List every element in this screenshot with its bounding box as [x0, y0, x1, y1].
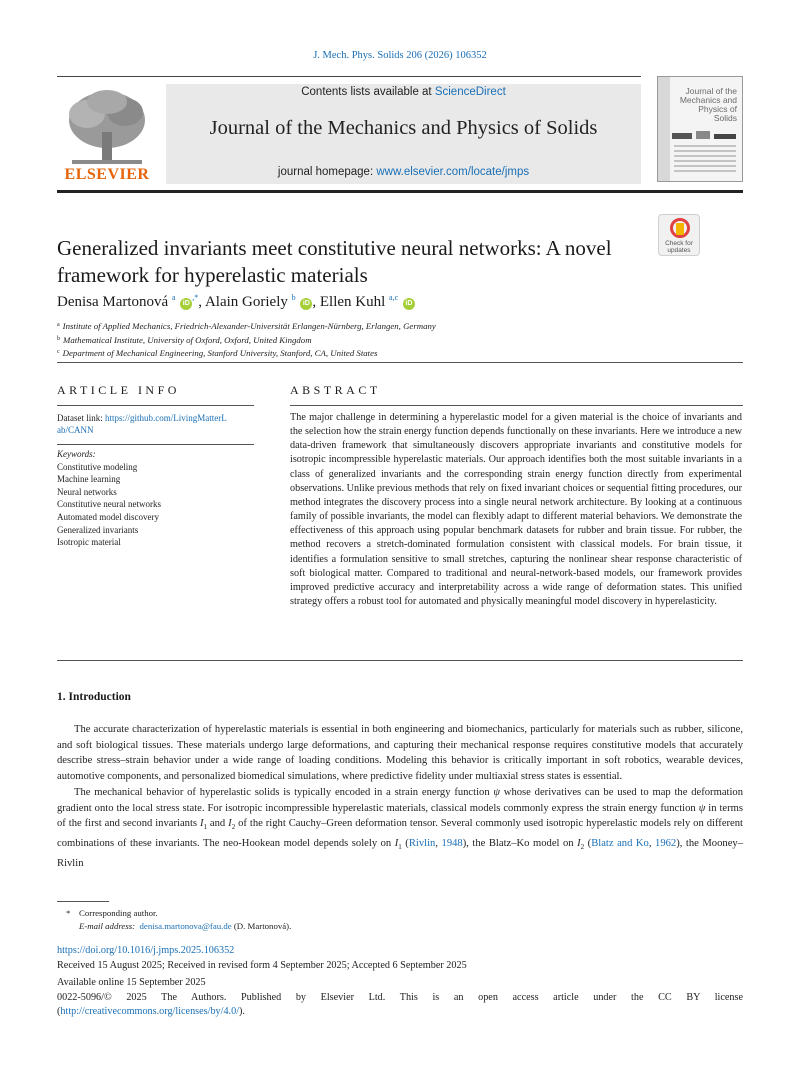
- author-separator: ,: [312, 294, 320, 310]
- keyword-item: Constitutive modeling: [57, 461, 138, 472]
- keyword-item: Constitutive neural networks: [57, 499, 161, 510]
- article-info-heading: ARTICLE INFO: [57, 383, 180, 397]
- affiliation-text: Department of Mechanical Engineering, Stanford University, Stanford, CA, United States: [62, 348, 378, 358]
- journal-cover-thumbnail[interactable]: [657, 76, 743, 182]
- affiliation-mark: b: [57, 335, 60, 342]
- email-link[interactable]: denisa.martonova@fau.de: [139, 921, 232, 931]
- citation-year-link[interactable]: 1948: [441, 838, 463, 850]
- license-link[interactable]: http://creativecommons.org/licenses/by/4.0/: [60, 1006, 240, 1017]
- header-rule: [57, 76, 641, 77]
- available-online: Available online 15 September 2025: [57, 977, 206, 988]
- doi-link[interactable]: https://doi.org/10.1016/j.jmps.2025.106352: [57, 945, 235, 956]
- sciencedirect-link[interactable]: ScienceDirect: [434, 86, 506, 98]
- orcid-icon[interactable]: iD: [300, 298, 312, 310]
- abstract-heading: ABSTRACT: [290, 383, 381, 397]
- journal-homepage-link[interactable]: www.elsevier.com/locate/jmps: [376, 166, 530, 178]
- cover-image: [672, 129, 738, 141]
- keyword-item: Neural networks: [57, 486, 117, 497]
- license-statement: 0022-5096/© 2025 The Authors. Published by Elsevier Ltd. This is an open access article under the CC BY license: [57, 991, 743, 1003]
- article-info-rule: [57, 444, 254, 445]
- journal-citation-link[interactable]: J. Mech. Phys. Solids 206 (2026) 106352: [313, 50, 487, 61]
- cover-text-lines: [674, 145, 736, 175]
- affiliation-mark: a: [57, 322, 60, 328]
- keyword-item: Automated model discovery: [57, 511, 159, 522]
- check-for-updates-badge[interactable]: [658, 214, 700, 256]
- paragraph: The mechanical behavior of hyperelastic solids is typically encoded in a strain energy function ψ whose derivatives can be used to map the deformation gradient onto the local stress state. For isotropic incompressible hyperelastic materials, classical models commonly express the strain energy function ψ in terms of the first and second invariants $I_1$ and $I_2$ of the right Cauchy–Green deformation tensor. Several commonly used isotropic hyperelastic models rely on different combinations of these invariants. The neo-Hookean model depends solely on $I_1$ (Rivlin, 1948), the Blatz–Ko model on $I_2$ (Blatz and Ko, 1962), the Mooney–Rivlin: [57, 786, 743, 869]
- email-owner: (D. Martonová).: [233, 921, 292, 931]
- author-affiliation-mark[interactable]: b: [291, 293, 296, 302]
- keywords-label: Keywords:: [57, 449, 96, 459]
- affiliations: [57, 319, 743, 360]
- abstract-rule: [290, 405, 743, 406]
- cover-spine: [658, 77, 670, 182]
- email-label: E-mail address:: [79, 921, 136, 931]
- orcid-icon[interactable]: iD: [403, 298, 415, 310]
- keyword-item: Machine learning: [57, 474, 121, 485]
- affiliation-text: Institute of Applied Mechanics, Friedrich-Alexander-Universität Erlangen-Nürnberg, Erlangen, Germany: [62, 321, 436, 331]
- crossmark-label: Check for updates: [665, 240, 693, 254]
- footnote-rule: [57, 901, 109, 902]
- affiliation-text: Mathematical Institute, University of Oxford, Oxford, United Kingdom: [63, 334, 312, 345]
- author-separator: ,: [198, 294, 205, 310]
- homepage-line: [166, 166, 641, 178]
- paragraph: The accurate characterization of hyperelastic materials is essential in both engineering and biomechanics, particularly for materials such as rubber, silicone, and soft biological tissues. These materials undergo large deformations, and capturing their mechanical response requires constitutive models that accurately describe stress–strain behavior under a wide range of loading conditions. Modeling this behavior is critically important in soft robotics, wearable devices, automotive components, and personalized biomedical simulations, where predictive fidelity under multiaxial stress states is essential.: [57, 724, 743, 783]
- publication-info: [57, 944, 743, 1020]
- contents-line: [166, 86, 641, 98]
- cover-title: Journal of the Mechanics and Physics of Solids: [679, 86, 737, 123]
- section-divider: [57, 660, 743, 661]
- section-divider: [57, 362, 743, 363]
- license-link-line: (http://creativecommons.org/licenses/by/4.0/).: [57, 1006, 245, 1017]
- dataset-label: Dataset link:: [57, 413, 105, 423]
- affiliation-item: [57, 346, 743, 360]
- journal-title: Journal of the Mechanics and Physics of Solids: [209, 117, 598, 139]
- abstract-text: The major challenge in determining a hyperelastic model for a given material is the choice of invariants and the selection how the strain energy function depends functionally on these invariants. Here we introduce a new data-driven framework that simultaneously discovers appropriate invariants and constitutive models for isotropic incompressible hyperelastic materials. Our approach identifies both the most suitable invariants in a class of generalized invariants and the corresponding strain energy function directly from experimental observations. Unlike previous methods that rely on fixed invariant choices or sequential fitting procedures, our method integrates the discovery process into a single neural network architecture. By looking at a continuous family of possible invariants, the model can flexibly adapt to different material behaviors. We demonstrate the effectiveness of this approach using popular benchmark datasets for rubber and brain tissue. For rubber, the method recovers a stretch-dominated formulation consistent with classical models. For brain tissue, it identifies a formulation sensitive to small stretches, capturing the nonlinear shear response characteristic of soft biological matter. Compared to traditional and neural-network-based models, our framework provides improved predictive accuracy and interpretability across a wide range of deformation states. This unified strategy offers a robust tool for automated and physically meaningful model discovery in hyperelasticity.: [290, 412, 742, 608]
- dataset-link-block: [57, 412, 254, 436]
- paper-title: Generalized invariants meet constitutive neural networks: A novel framework for hyperelastic materials: [57, 236, 612, 287]
- article-info-rule: [57, 405, 254, 406]
- dataset-link[interactable]: https://github.com/LivingMatterL: [105, 413, 227, 423]
- citation-link[interactable]: Rivlin: [408, 838, 436, 850]
- introduction-body: [57, 722, 743, 872]
- corresponding-author-mark[interactable]: ,*: [192, 293, 199, 302]
- author-name[interactable]: Alain Goriely: [204, 294, 288, 310]
- elsevier-wordmark: ELSEVIER: [64, 166, 150, 183]
- keywords-block: [57, 448, 254, 549]
- received-dates: Received 15 August 2025; Received in revised form 4 September 2025; Accepted 6 September 2025: [57, 959, 467, 971]
- footnote: [66, 907, 666, 933]
- orcid-icon[interactable]: iD: [180, 298, 192, 310]
- author-affiliation-mark[interactable]: a,c: [389, 293, 399, 302]
- keyword-item: Isotropic material: [57, 537, 121, 548]
- citation-year-link[interactable]: 1962: [655, 838, 677, 850]
- affiliation-mark: c: [57, 349, 60, 355]
- header-divider: [57, 190, 743, 193]
- author-affiliation-mark[interactable]: a: [171, 293, 176, 302]
- email-line: [79, 920, 666, 933]
- contents-prefix: Contents lists available at: [301, 86, 435, 98]
- author-name[interactable]: Ellen Kuhl: [319, 294, 386, 310]
- keyword-item: Generalized invariants: [57, 524, 139, 535]
- citation-link[interactable]: Blatz and Ko: [591, 838, 649, 850]
- dataset-link-continued[interactable]: ab/CANN: [57, 425, 94, 435]
- crossmark-ribbon-icon: [676, 223, 684, 235]
- corresponding-author-note: Corresponding author.: [79, 908, 158, 918]
- author-name[interactable]: Denisa Martonová: [57, 294, 169, 310]
- author-list: [57, 293, 737, 311]
- footnote-star: *: [66, 908, 71, 918]
- affiliation-item: [57, 333, 743, 347]
- introduction-heading: 1. Introduction: [57, 691, 131, 703]
- affiliation-item: [57, 319, 743, 333]
- homepage-prefix: journal homepage:: [277, 166, 377, 178]
